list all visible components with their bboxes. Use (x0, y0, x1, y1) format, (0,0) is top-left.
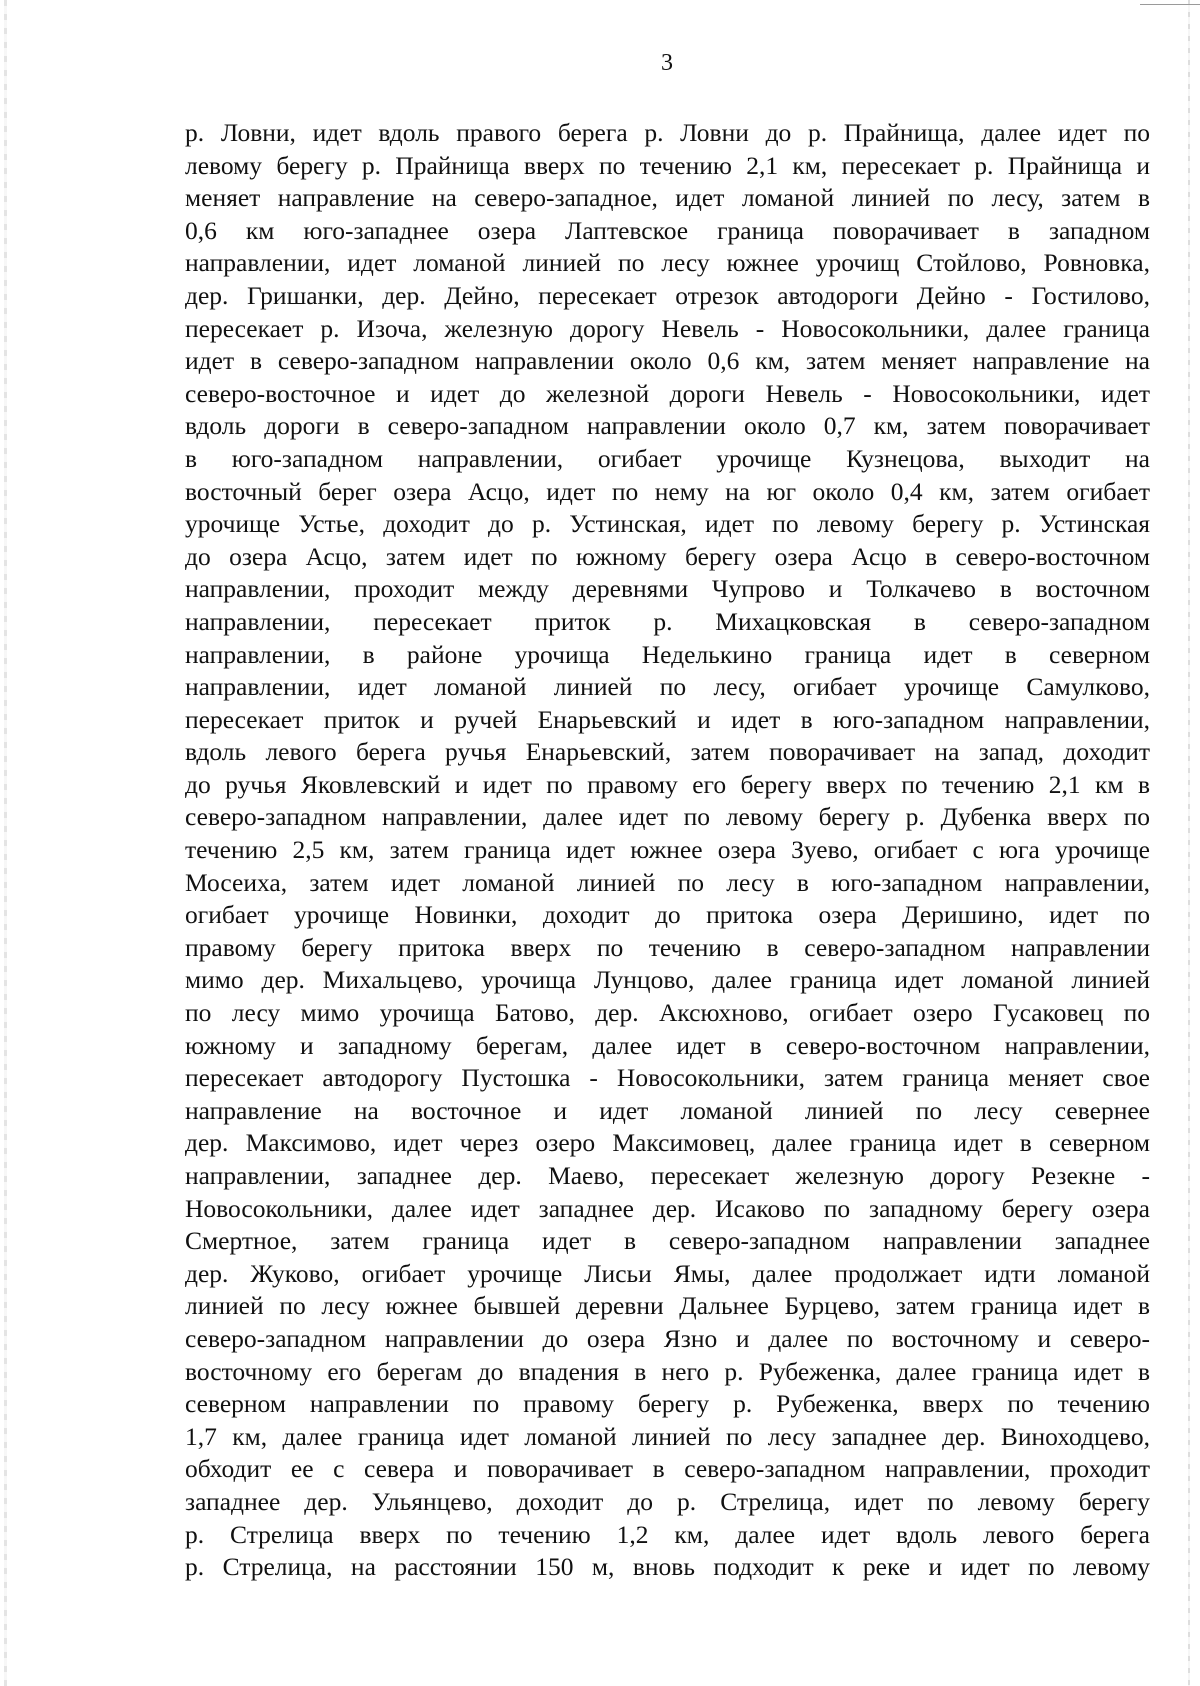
text-line: дер. Гришанки, дер. Дейно, пересекает отрезок автодороги Дейно - Гостилово, (185, 280, 1150, 310)
text-line: северо-восточное и идет до железной дороги Невель - Новосокольники, идет (185, 378, 1150, 408)
text-line: до ручья Яковлевский и идет по правому его берегу вверх по течению 2,1 км в (185, 769, 1150, 799)
text-line: пересекает р. Изоча, железную дорогу Невель - Новосокольники, далее граница (185, 313, 1150, 343)
text-line: пересекает приток и ручей Енарьевский и идет в юго-западном направлении, (185, 704, 1150, 734)
text-line: северном направлении по правому берегу р. Рубеженка, вверх по течению (185, 1389, 1150, 1419)
text-line: Новосокольники, далее идет западнее дер. Исаково по западному берегу озера (185, 1193, 1150, 1223)
text-line: р. Ловни, идет вдоль правого берега р. Ловни до р. Прайнища, далее идет по (185, 118, 1150, 147)
text-line: дер. Максимово, идет через озеро Максимовец, далее граница идет в северном (185, 1128, 1150, 1158)
text-line: в юго-западном направлении, огибает урочище Кузнецова, выходит на (185, 443, 1150, 473)
text-line: направлении, идет ломаной линией по лесу, огибает урочище Самулково, (185, 672, 1150, 702)
text-line: вдоль левого берега ручья Енарьевский, затем поворачивает на запад, доходит (185, 737, 1150, 767)
text-line: обходит ее с севера и поворачивает в северо-западном направлении, проходит (185, 1454, 1150, 1484)
text-line: вдоль дороги в северо-западном направлении около 0,7 км, затем поворачивает (185, 411, 1150, 441)
text-line: 1,7 км, далее граница идет ломаной линией по лесу западнее дер. Виноходцево, (185, 1421, 1150, 1451)
text-line: Смертное, затем граница идет в северо-западном направлении западнее (185, 1226, 1150, 1256)
text-line: Мосеиха, затем идет ломаной линией по лесу в юго-западном направлении, (185, 867, 1150, 897)
text-line: урочище Устье, доходит до р. Устинская, идет по левому берегу р. Устинская (185, 509, 1150, 539)
text-line: южному и западному берегам, далее идет в северо-восточном направлении, (185, 1030, 1150, 1060)
text-line: западнее дер. Ульянцево, доходит до р. Стрелица, идет по левому берегу (185, 1486, 1150, 1516)
text-line: р. Стрелица, на расстоянии 150 м, вновь подходит к реке и идет по левому (185, 1552, 1150, 1582)
text-line: направлении, идет ломаной линией по лесу южнее урочищ Стойлово, Ровновка, (185, 248, 1150, 278)
text-line: линией по лесу южнее бывшей деревни Дальнее Бурцево, затем граница идет в (185, 1291, 1150, 1321)
scan-edge-top-right (1140, 4, 1200, 5)
text-line: левому берегу р. Прайнища вверх по течению 2,1 км, пересекает р. Прайнища и (185, 150, 1150, 180)
page-number: 3 (661, 50, 673, 76)
text-line: р. Стрелица вверх по течению 1,2 км, далее идет вдоль левого берега (185, 1519, 1150, 1549)
text-line: идет в северо-западном направлении около 0,6 км, затем меняет направление на (185, 346, 1150, 376)
text-line: 0,6 км юго-западнее озера Лаптевское граница поворачивает в западном (185, 215, 1150, 245)
text-line: пересекает автодорогу Пустошка - Новосокольники, затем граница меняет свое (185, 1063, 1150, 1093)
text-line: направлении, проходит между деревнями Чупрово и Толкачево в восточном (185, 574, 1150, 604)
text-line: дер. Жуково, огибает урочище Лисьи Ямы, далее продолжает идти ломаной (185, 1258, 1150, 1288)
text-line: направлении, западнее дер. Маево, пересекает железную дорогу Резекне - (185, 1161, 1150, 1190)
body-paragraph (185, 117, 1150, 1584)
text-line: северо-западном направлении, далее идет по левому берегу р. Дубенка вверх по (185, 802, 1150, 832)
scan-edge-right (1188, 0, 1190, 1686)
text-line: правому берегу притока вверх по течению в северо-западном направлении (185, 932, 1150, 962)
text-line: меняет направление на северо-западное, идет ломаной линией по лесу, затем в (185, 183, 1150, 213)
text-line: направлении, пересекает приток р. Михацковская в северо-западном (185, 606, 1150, 636)
text-line: направлении, в районе урочища Неделькино граница идет в северном (185, 639, 1150, 669)
text-line: течению 2,5 км, затем граница идет южнее озера Зуево, огибает с юга урочище (185, 835, 1150, 865)
text-line: восточный берег озера Асцо, идет по нему на юг около 0,4 км, затем огибает (185, 476, 1150, 506)
text-line: восточному его берегам до впадения в него р. Рубеженка, далее граница идет в (185, 1356, 1150, 1386)
text-line: до озера Асцо, затем идет по южному берегу озера Асцо в северо-восточном (185, 541, 1150, 571)
text-line: мимо дер. Михальцево, урочища Лунцово, далее граница идет ломаной линией (185, 965, 1150, 995)
text-line: огибает урочище Новинки, доходит до притока озера Деришино, идет по (185, 900, 1150, 930)
text-line: северо-западном направлении до озера Язно и далее по восточному и северо- (185, 1323, 1150, 1353)
scan-edge-left (4, 0, 7, 1686)
text-line: направление на восточное и идет ломаной линией по лесу севернее (185, 1095, 1150, 1125)
text-line: по лесу мимо урочища Батово, дер. Аксюхново, огибает озеро Гусаковец по (185, 998, 1150, 1028)
